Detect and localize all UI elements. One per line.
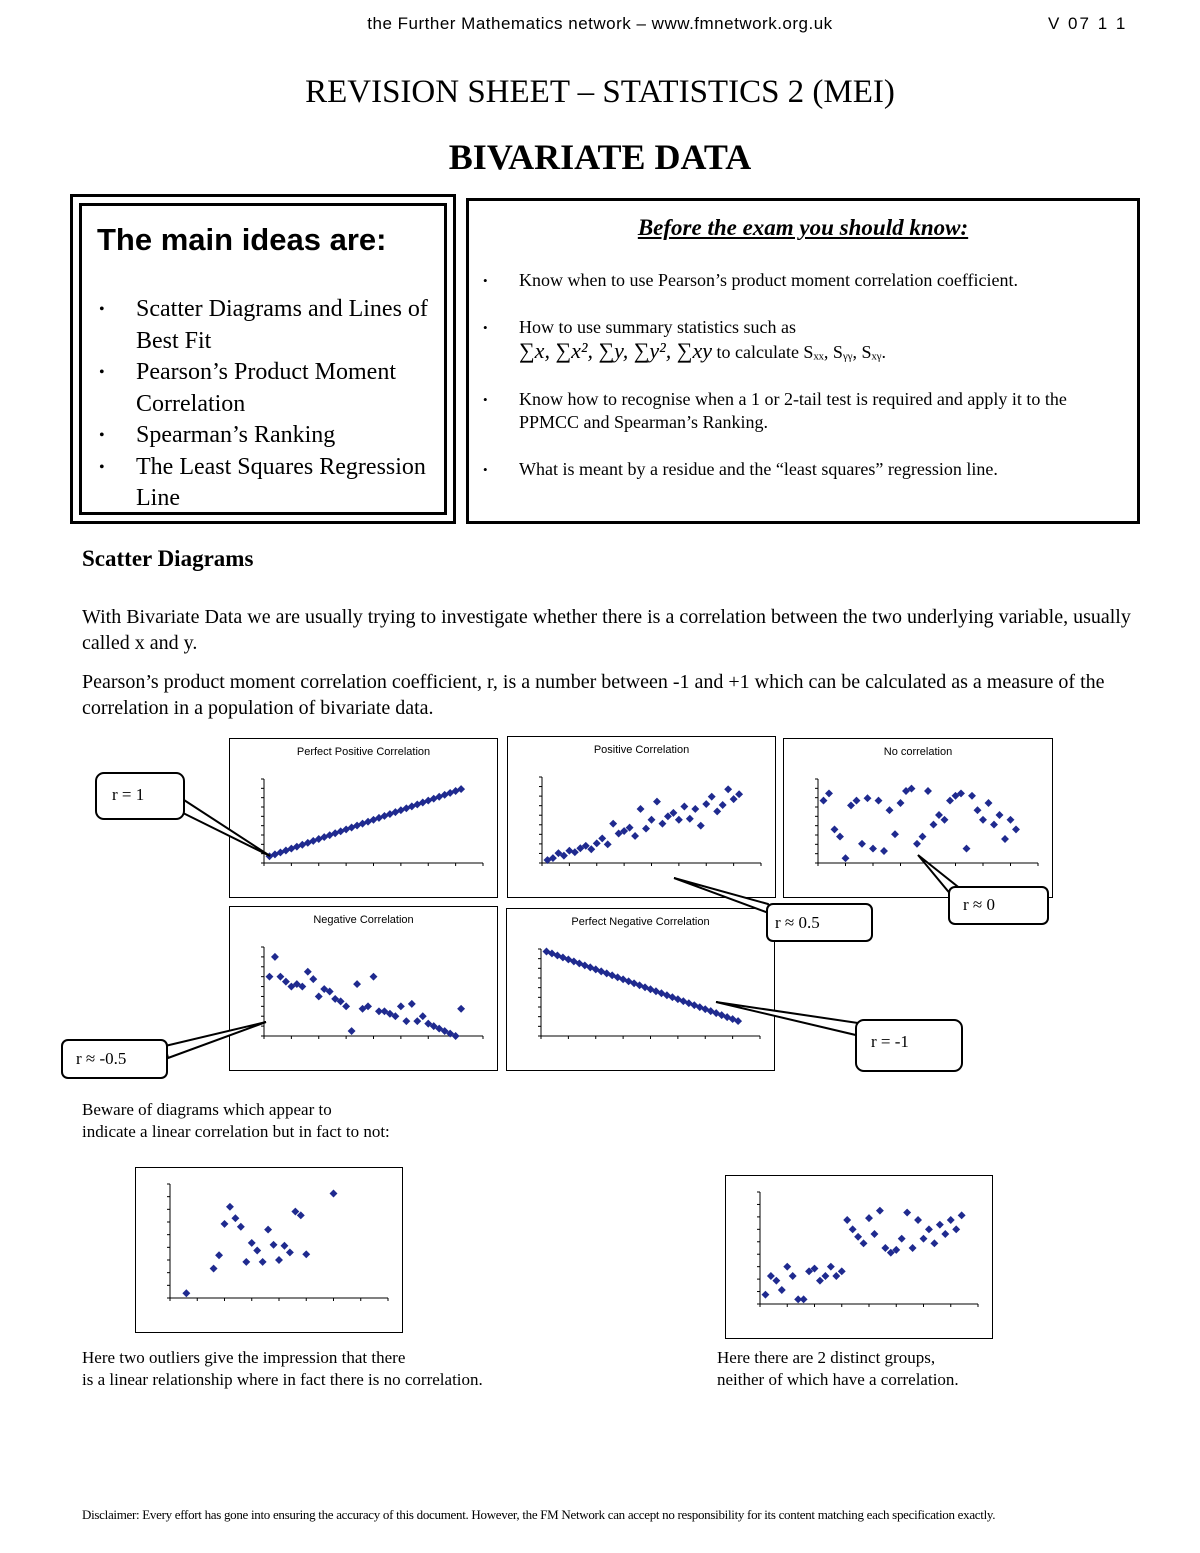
summary-stats-math: ∑x, ∑x², ∑y, ∑y², ∑xy (519, 338, 712, 363)
before-exam-item: • Know how to recognise when a 1 or 2-tail test is required and apply it to the PPMCC and Spearman’s Ranking. (483, 388, 1123, 434)
caption-right-1: Here there are 2 distinct groups, (717, 1348, 936, 1367)
chart-title: Positive Correlation (593, 744, 690, 756)
main-idea-item: • Spearman’s Ranking (96, 420, 446, 452)
disclaimer: Disclaimer: Every effort has gone into ensuring the accuracy of this document. However, the FM Network can accept no responsibility for its content matching each specification exactly. (82, 1507, 996, 1522)
beware-line-2: indicate a linear correlation but in fact to not: (82, 1122, 390, 1141)
main-idea-item: • Scatter Diagrams and Lines of Best Fit (96, 294, 446, 357)
callout-r-neg1: r = -1 (871, 1032, 909, 1051)
caption-left-1: Here two outliers give the impression that there (82, 1348, 406, 1367)
beware-line-1: Beware of diagrams which appear to (82, 1100, 332, 1119)
callout-r-0: r ≈ 0 (963, 895, 995, 914)
main-idea-item: • Pearson’s Product Moment Correlation (96, 357, 446, 420)
section-title: Scatter Diagrams (82, 546, 254, 571)
chart-title: Perfect Negative Correlation (571, 916, 710, 928)
before-exam-heading: Before the exam you should know: (637, 215, 969, 240)
main-ideas-heading: The main ideas are: (97, 222, 387, 257)
header-version: V 07 1 1 (1048, 14, 1128, 33)
caption-left-2: is a linear relationship where in fact there is no correlation. (82, 1370, 483, 1389)
callout-r-neg05: r ≈ -0.5 (76, 1049, 127, 1068)
before-exam-item: • Know when to use Pearson’s product moment correlation coefficient. (483, 269, 1123, 292)
header-site: the Further Mathematics network – www.fmnetwork.org.uk (367, 14, 833, 33)
chart-title: Negative Correlation (313, 914, 414, 926)
chart-title: Perfect Positive Correlation (296, 746, 431, 758)
main-idea-item: • The Least Squares Regression Line (96, 452, 446, 515)
before-exam-item: • What is meant by a residue and the “least squares” regression line. (483, 458, 1123, 481)
caption-right-2: neither of which have a correlation. (717, 1370, 959, 1389)
section-paragraph-2: Pearson’s product moment correlation coefficient, r, is a number between -1 and +1 which can be calculated as a measure of the correlation in a population of bivariate data. (82, 671, 1105, 719)
section-paragraph-1: With Bivariate Data we are usually trying to investigate whether there is a correlation between the two underlying variable, usually called x and y. (82, 606, 1131, 654)
page-title: REVISION SHEET – STATISTICS 2 (MEI) (305, 74, 895, 110)
chart-title: No correlation (883, 746, 953, 758)
callout-r-05: r ≈ 0.5 (775, 913, 820, 932)
callout-r-1: r = 1 (112, 785, 145, 804)
summary-stats-tail: to calculate Sₓₓ, Sᵧᵧ, Sₓᵧ. (716, 342, 886, 362)
summary-stats-lead: How to use summary statistics such as (519, 317, 796, 337)
page-subtitle: BIVARIATE DATA (448, 137, 752, 177)
